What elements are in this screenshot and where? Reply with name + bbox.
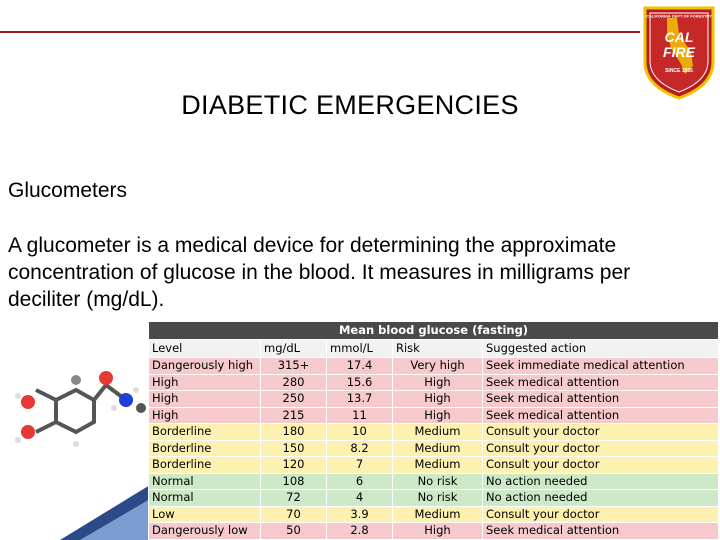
mmol: 8.2	[327, 440, 393, 457]
table-row	[149, 358, 719, 375]
mmol: 11	[327, 407, 393, 424]
mmol: 10	[327, 424, 393, 441]
mgdl: 72	[261, 490, 327, 507]
risk: Medium	[393, 424, 483, 441]
level: High	[149, 374, 261, 391]
risk: No risk	[393, 473, 483, 490]
level: High	[149, 391, 261, 408]
table-row	[149, 374, 719, 391]
mgdl: 250	[261, 391, 327, 408]
risk: No risk	[393, 490, 483, 507]
header-action: Suggested action	[483, 340, 719, 358]
mmol: 7	[327, 457, 393, 474]
cal-fire-logo	[641, 4, 717, 100]
table-row	[149, 473, 719, 490]
mgdl: 280	[261, 374, 327, 391]
action: Consult your doctor	[483, 440, 719, 457]
mmol: 15.6	[327, 374, 393, 391]
level: Borderline	[149, 440, 261, 457]
level: High	[149, 407, 261, 424]
risk: High	[393, 523, 483, 540]
action: Seek immediate medical attention	[483, 358, 719, 375]
action: Seek medical attention	[483, 523, 719, 540]
mgdl: 180	[261, 424, 327, 441]
risk: Medium	[393, 457, 483, 474]
level: Dangerously high	[149, 358, 261, 375]
mmol: 4	[327, 490, 393, 507]
mgdl: 215	[261, 407, 327, 424]
mgdl: 70	[261, 506, 327, 523]
table-row	[149, 391, 719, 408]
body-paragraph: A glucometer is a medical device for determining the approximate concentration of glucose in the blood. It measures in milligrams per deciliter (mg/dL).	[8, 234, 631, 311]
action: No action needed	[483, 490, 719, 507]
header-rule	[0, 31, 640, 33]
risk: High	[393, 374, 483, 391]
action: Consult your doctor	[483, 457, 719, 474]
header-mgdl: mg/dL	[261, 340, 327, 358]
table-row	[149, 457, 719, 474]
mgdl: 50	[261, 523, 327, 540]
table-row	[149, 440, 719, 457]
level: Normal	[149, 490, 261, 507]
mmol: 13.7	[327, 391, 393, 408]
risk: Very high	[393, 358, 483, 375]
level: Dangerously low	[149, 523, 261, 540]
table-row	[149, 523, 719, 540]
action: Seek medical attention	[483, 391, 719, 408]
svg-text:SINCE 1885: SINCE 1885	[665, 68, 693, 74]
level: Low	[149, 506, 261, 523]
svg-text:CAL: CAL	[664, 29, 694, 45]
table-row	[149, 424, 719, 441]
svg-text:CALIFORNIA DEPT OF FORESTRY: CALIFORNIA DEPT OF FORESTRY	[646, 13, 712, 19]
header-risk: Risk	[393, 340, 483, 358]
slide-title: DIABETIC EMERGENCIES	[181, 90, 519, 120]
risk: Medium	[393, 440, 483, 457]
table-row	[149, 407, 719, 424]
action: Consult your doctor	[483, 424, 719, 441]
glucose-table	[148, 321, 719, 540]
mgdl: 315+	[261, 358, 327, 375]
risk: High	[393, 407, 483, 424]
table-row	[149, 490, 719, 507]
action: Seek medical attention	[483, 407, 719, 424]
action: Seek medical attention	[483, 374, 719, 391]
mmol: 6	[327, 473, 393, 490]
mmol: 3.9	[327, 506, 393, 523]
risk: High	[393, 391, 483, 408]
level: Borderline	[149, 457, 261, 474]
decorative-wedge	[60, 485, 150, 540]
mgdl: 150	[261, 440, 327, 457]
glucose-molecule-image	[6, 360, 156, 470]
svg-text:FIRE: FIRE	[663, 44, 695, 60]
mgdl: 120	[261, 457, 327, 474]
action: No action needed	[483, 473, 719, 490]
level: Borderline	[149, 424, 261, 441]
mgdl: 108	[261, 473, 327, 490]
table-title: Mean blood glucose (fasting)	[149, 322, 719, 340]
table-row	[149, 506, 719, 523]
mmol: 2.8	[327, 523, 393, 540]
header-level: Level	[149, 340, 261, 358]
level: Normal	[149, 473, 261, 490]
table-header-row	[149, 340, 719, 358]
table-title-row	[149, 322, 719, 340]
risk: Medium	[393, 506, 483, 523]
header-mmol: mmol/L	[327, 340, 393, 358]
action: Consult your doctor	[483, 506, 719, 523]
subheading: Glucometers	[8, 179, 128, 202]
mmol: 17.4	[327, 358, 393, 375]
